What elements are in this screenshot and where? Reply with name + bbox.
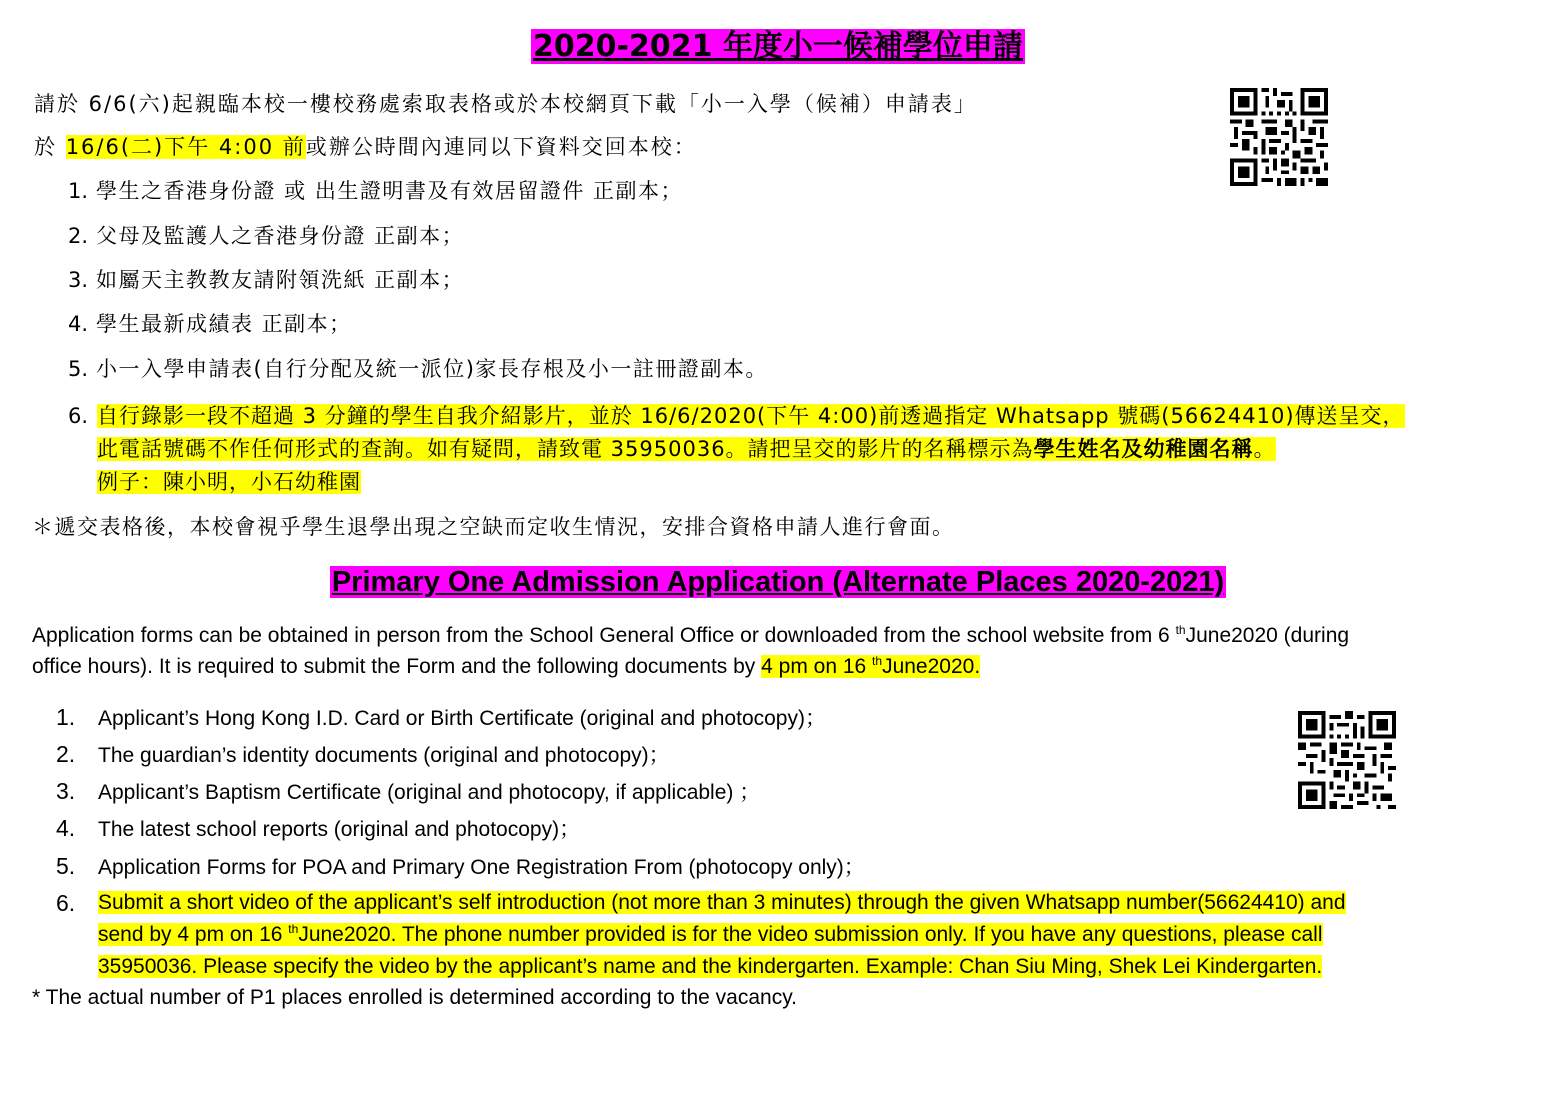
list-number: 6.	[68, 404, 89, 428]
video-example: 例子：陳小明，小石幼稚園	[97, 470, 361, 494]
english-list-item	[56, 851, 865, 883]
list-text: Applicant’s Hong Kong I.D. Card or Birth Certificate (original and photocopy)；	[98, 707, 826, 730]
ordinal-suffix: th	[288, 922, 299, 936]
list-text: 學生最新成績表 正副本；	[96, 312, 352, 336]
video-line-1: 自行錄影一段不超過 3 分鐘的學生自我介紹影片，並於 16/6/2020(下午 4:00)前透過指定 Whatsapp 號碼(56624410)傳送呈交，	[97, 404, 1405, 428]
ordinal-suffix: th	[1175, 623, 1186, 637]
ordinal-suffix: th	[872, 654, 883, 668]
english-title	[0, 562, 1556, 602]
intro-text: office hours). It is required to submit the Form and the following documents by	[32, 655, 762, 678]
video-line-1: Submit a short video of the applicant’s self introduction (not more than 3 minutes) through the given Whatsapp number(56624410) and	[98, 891, 1346, 914]
list-text: 學生之香港身份證 或 出生證明書及有效居留證件 正副本；	[96, 179, 684, 203]
list-number: 4.	[56, 815, 76, 841]
chinese-list-item	[68, 310, 352, 338]
english-list-item	[56, 702, 826, 734]
english-intro-line-2	[32, 651, 1532, 682]
video-naming-rule: 學生姓名及幼稚園名稱	[1033, 437, 1254, 461]
deadline-text: June2020.	[882, 655, 981, 678]
video-line-2-text: send by 4 pm on 16	[98, 923, 289, 946]
intro-text: June2020 (during	[1185, 624, 1350, 647]
english-intro-line-1	[32, 620, 1532, 651]
list-number: 5.	[68, 357, 89, 381]
english-title-text: Primary One Admission Application (Alternate Places 2020-2021)	[331, 566, 1225, 598]
list-number: 4.	[68, 312, 89, 336]
chinese-intro-line-2	[34, 133, 697, 161]
deadline-text: 4 pm on 16	[761, 655, 873, 678]
chinese-intro-suffix: 或辦公時間內連同以下資料交回本校：	[305, 135, 697, 159]
video-line-3: 35950036. Please specify the video by the applicant’s name and the kindergarten. Example: Chan Siu Ming, Shek Lei Kindergarten.	[98, 955, 1323, 978]
video-line-2-text: June2020. The phone number provided is for the video submission only. If you have any questions, please call	[298, 923, 1323, 946]
chinese-intro-prefix: 於	[34, 135, 66, 159]
chinese-video-instructions	[97, 400, 1527, 499]
chinese-list-item	[68, 355, 768, 383]
list-number: 2.	[56, 741, 76, 767]
chinese-list-item	[68, 177, 683, 205]
list-text: Applicant’s Baptism Certificate (original and photocopy, if applicable) ；	[98, 781, 761, 804]
chinese-title-text: 2020-2021 年度小一候補學位申請	[533, 29, 1023, 64]
english-intro-paragraph	[32, 620, 1532, 682]
english-list-item	[56, 776, 760, 808]
list-number: 6.	[56, 890, 76, 916]
video-line-2	[97, 437, 1276, 461]
chinese-deadline-highlight: 16/6(二)下午 4:00 前	[65, 135, 306, 159]
list-text: 父母及監護人之香港身份證 正副本；	[96, 224, 465, 248]
video-line-2-end: 。	[1253, 437, 1276, 461]
chinese-title	[0, 26, 1556, 68]
list-number: 2.	[68, 224, 89, 248]
english-video-instructions	[98, 887, 1528, 983]
chinese-list-item	[68, 222, 464, 250]
chinese-note: ＊遞交表格後，本校會視乎學生退學出現之空缺而定收生情況，安排合資格申請人進行會面。	[32, 515, 955, 539]
qr-code-icon	[1230, 88, 1328, 186]
list-number: 1.	[68, 179, 89, 203]
video-line-2-text: 此電話號碼不作任何形式的查詢。如有疑問，請致電 35950036。請把呈交的影片的名稱標示為	[97, 437, 1034, 461]
list-text: 小一入學申請表(自行分配及統一派位)家長存根及小一註冊證副本。	[96, 357, 768, 381]
english-deadline-highlight	[761, 655, 980, 678]
chinese-list-item	[68, 266, 464, 294]
list-text: The guardian’s identity documents (original and photocopy)；	[98, 744, 670, 767]
list-number: 3.	[68, 268, 89, 292]
qr-code-icon	[1298, 711, 1396, 809]
video-line-2	[98, 923, 1323, 946]
chinese-intro-line-1: 請於 6/6(六)起親臨本校一樓校務處索取表格或於本校網頁下載「小一入學（候補）申請表」	[34, 92, 977, 116]
list-text: Application Forms for POA and Primary One Registration From (photocopy only)；	[98, 856, 865, 879]
english-list-item	[56, 739, 670, 771]
english-list-item	[56, 813, 580, 845]
list-number: 5.	[56, 853, 76, 879]
list-text: 如屬天主教教友請附領洗紙 正副本；	[96, 268, 465, 292]
list-text: The latest school reports (original and photocopy)；	[98, 818, 581, 841]
list-number: 3.	[56, 778, 76, 804]
list-number: 1.	[56, 704, 76, 730]
intro-text: Application forms can be obtained in person from the School General Office or downloaded from the school website from 6	[32, 624, 1176, 647]
english-note: * The actual number of P1 places enrolled is determined according to the vacancy.	[32, 986, 797, 1009]
